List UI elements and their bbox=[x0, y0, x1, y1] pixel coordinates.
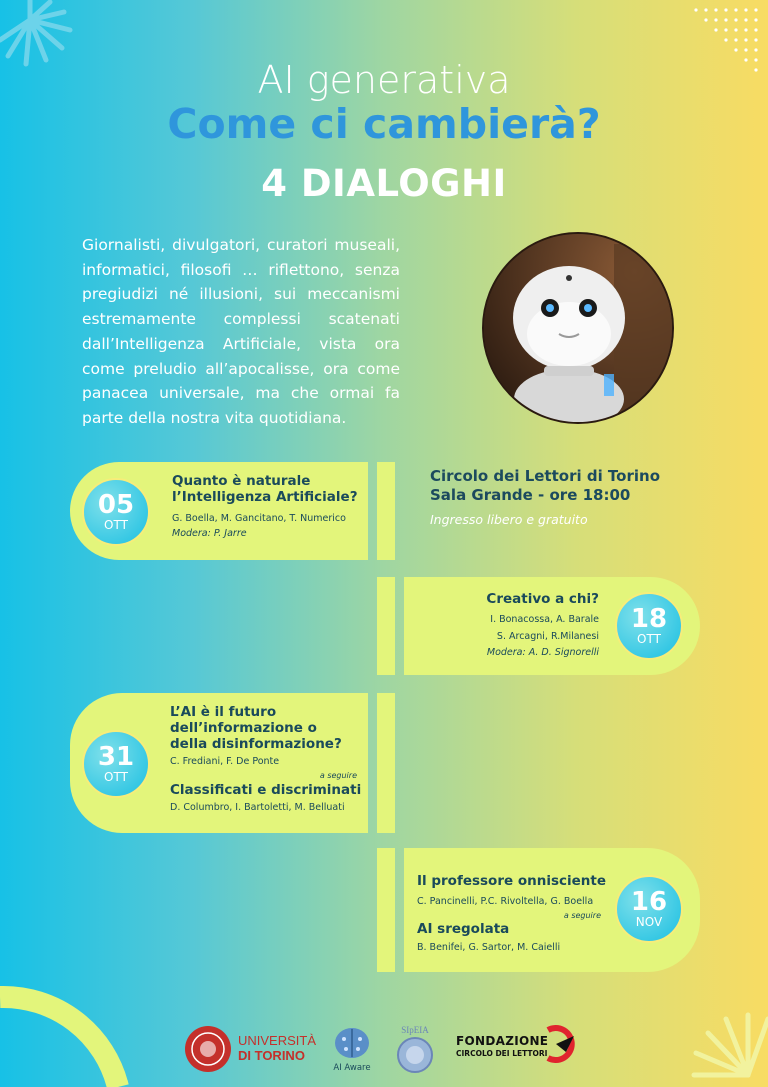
unito-seal-icon bbox=[184, 1025, 232, 1073]
event-speakers-secondary: B. Benifei, G. Sartor, M. Caielli bbox=[417, 942, 561, 953]
event-speakers: C. Pancinelli, P.C. Rivoltella, G. Boella bbox=[417, 896, 594, 907]
event-speakers: I. Bonacossa, A. Barale bbox=[490, 614, 599, 625]
event-title-line: Creativo a chi? bbox=[486, 591, 599, 607]
event-month: OTT bbox=[104, 518, 128, 532]
circolo-mark-icon bbox=[544, 1024, 582, 1064]
event-moderator: Modera: P. Jarre bbox=[172, 528, 247, 539]
arc-decoration-bottom-left bbox=[0, 985, 140, 1087]
ai-aware-label: AI Aware bbox=[333, 1063, 371, 1073]
event-title-secondary: AI sregolata bbox=[417, 921, 510, 937]
event-title-line: l’Intelligenza Artificiale? bbox=[172, 489, 358, 505]
event-text-4 bbox=[417, 873, 607, 955]
event-title-line: della disinformazione? bbox=[170, 736, 342, 752]
event-day: 31 bbox=[97, 742, 135, 772]
sunburst-decoration-bottom-right bbox=[688, 1005, 768, 1087]
event-title-line: dell’informazione o bbox=[170, 720, 317, 736]
logo-fondazione-circolo bbox=[456, 1024, 586, 1064]
event-day: 05 bbox=[97, 490, 135, 520]
event-text-3 bbox=[170, 704, 367, 815]
event-speakers: C. Frediani, F. De Ponte bbox=[170, 756, 280, 767]
venue-info bbox=[430, 467, 660, 505]
sipeia-emblem-icon bbox=[394, 1036, 436, 1074]
event-date-badge-4 bbox=[615, 875, 683, 943]
title-line-1: AI generativa bbox=[257, 58, 511, 102]
event-date-badge-1 bbox=[82, 478, 150, 546]
unito-name-line-2: DI TORINO bbox=[238, 1048, 305, 1063]
timeline-bar-2 bbox=[377, 577, 395, 675]
event-text-2 bbox=[420, 591, 599, 658]
event-follow-note: a seguire bbox=[563, 911, 601, 920]
fondazione-label: FONDAZIONE bbox=[456, 1034, 549, 1048]
venue-note: Ingresso libero e gratuito bbox=[430, 512, 588, 527]
event-month: NOV bbox=[635, 915, 663, 929]
event-month: OTT bbox=[104, 770, 128, 784]
event-day: 16 bbox=[630, 887, 668, 917]
circolo-label: CIRCOLO DEI LETTORI bbox=[456, 1049, 548, 1058]
event-date-badge-3 bbox=[82, 730, 150, 798]
event-title-line: Quanto è naturale bbox=[172, 473, 311, 489]
title-line-2: Come ci cambierà? bbox=[167, 100, 601, 148]
event-follow-note: a seguire bbox=[319, 771, 357, 780]
intro-paragraph: Giornalisti, divulgatori, curatori museali, informatici, filosofi … riflettono, senza pregiudizi né illusioni, sui meccanismi estremamente complessi scatenati dall’Intelligenza Artificiale, vista ora come preludio all’apocalisse, ora come panacea universale, ma che ormai fa parte della nostra vita quotidiana. bbox=[82, 236, 400, 427]
unito-name-line-1: UNIVERSITÀ bbox=[238, 1033, 317, 1048]
title-dialoghi: 4 DIALOGHI bbox=[261, 162, 507, 205]
event-speakers: G. Boella, M. Gancitano, T. Numerico bbox=[172, 513, 346, 524]
event-month: OTT bbox=[637, 632, 661, 646]
event-title-secondary: Classificati e discriminati bbox=[170, 782, 362, 798]
event-moderator: Modera: A. D. Signorelli bbox=[486, 647, 599, 658]
event-title-line: L’AI è il futuro bbox=[170, 704, 277, 720]
venue-room-time: Sala Grande - ore 18:00 bbox=[430, 486, 631, 504]
timeline-bar-3 bbox=[377, 693, 395, 833]
event-day: 18 bbox=[630, 604, 668, 634]
event-text-1 bbox=[172, 473, 367, 539]
event-title-line: Il professore onnisciente bbox=[417, 873, 606, 889]
robot-illustration bbox=[484, 234, 672, 422]
timeline-bar-4 bbox=[377, 848, 395, 972]
venue-name: Circolo dei Lettori di Torino bbox=[430, 467, 660, 485]
event-speakers: S. Arcagni, R.Milanesi bbox=[496, 631, 599, 642]
timeline-bar-1 bbox=[377, 462, 395, 560]
logo-ai-aware bbox=[330, 1025, 374, 1077]
logo-sipeia bbox=[392, 1025, 438, 1075]
robot-photo bbox=[482, 232, 674, 424]
sipeia-label: SIpEIA bbox=[401, 1025, 429, 1035]
event-date-badge-2 bbox=[615, 592, 683, 660]
event-speakers-secondary: D. Columbro, I. Bartoletti, M. Belluati bbox=[170, 802, 345, 813]
brain-icon bbox=[332, 1025, 372, 1061]
logo-unito bbox=[184, 1025, 354, 1075]
